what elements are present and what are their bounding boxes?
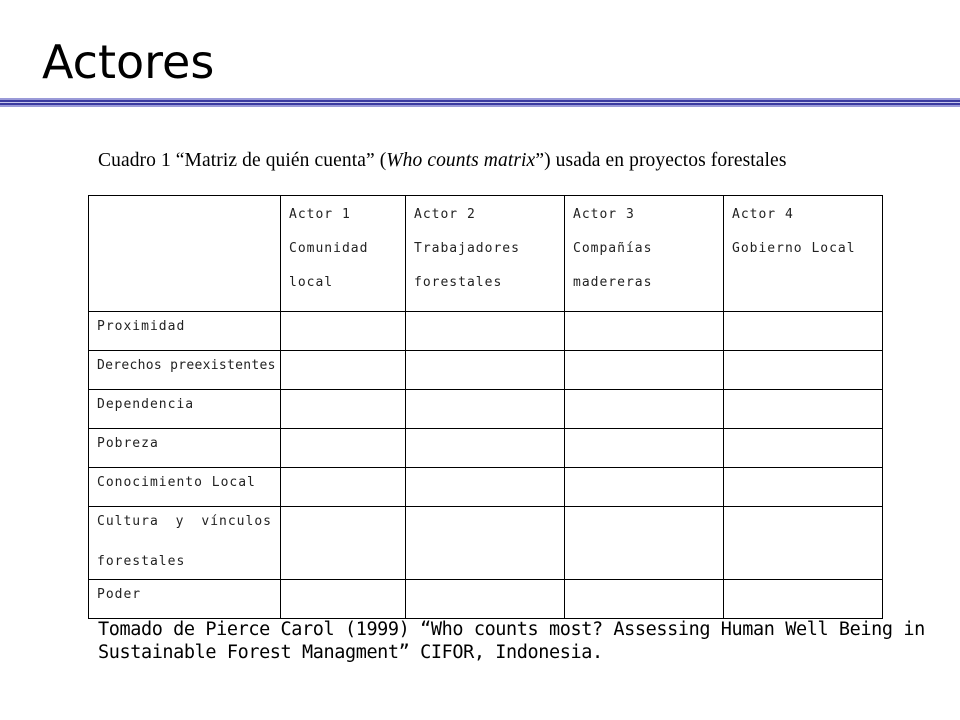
row-label-line2: forestales	[97, 554, 186, 569]
table-caption	[98, 150, 787, 172]
who-counts-matrix	[88, 195, 883, 619]
table-cell	[406, 507, 565, 580]
row-label-line1: Cultura y vínculos	[97, 514, 272, 529]
title-divider	[0, 98, 960, 107]
row-label: Proximidad	[89, 312, 281, 351]
actor-header-3	[565, 196, 724, 312]
actor-id: Actor 4	[732, 207, 794, 222]
table-cell	[281, 429, 406, 468]
table-cell	[406, 580, 565, 619]
table-cell	[565, 429, 724, 468]
caption-prefix: Cuadro 1 “Matriz de quién cuenta” (	[98, 150, 387, 171]
table-cell	[724, 312, 883, 351]
table-row	[89, 468, 883, 507]
table-row	[89, 351, 883, 390]
row-label: Pobreza	[89, 429, 281, 468]
table-cell	[406, 468, 565, 507]
source-line-1: Tomado de Pierce Carol (1999) “Who counts most? Assessing Human Well Being in	[98, 619, 925, 640]
table-cell	[724, 507, 883, 580]
actor-name: Compañías	[573, 241, 653, 256]
table-cell	[724, 351, 883, 390]
corner-cell	[89, 196, 281, 312]
table-cell	[406, 351, 565, 390]
table-cell	[281, 312, 406, 351]
table-row	[89, 390, 883, 429]
table-cell	[565, 390, 724, 429]
actor-header-4	[724, 196, 883, 312]
slide-title: Actores	[42, 35, 215, 89]
actor-name: Trabajadores	[414, 241, 520, 256]
source-line-2: Sustainable Forest Managment” CIFOR, Indonesia.	[98, 642, 603, 663]
table-cell	[565, 507, 724, 580]
table-cell	[281, 507, 406, 580]
table-row	[89, 312, 883, 351]
caption-suffix: ”) usada en proyectos forestales	[535, 150, 787, 171]
table-row	[89, 429, 883, 468]
actor-id: Actor 1	[289, 207, 351, 222]
table-cell	[565, 580, 724, 619]
table-cell	[406, 312, 565, 351]
table-cell	[724, 580, 883, 619]
actor-name: Comunidad	[289, 241, 369, 256]
table-cell	[565, 312, 724, 351]
actor-name-cont: madereras	[573, 275, 653, 290]
table-cell	[724, 468, 883, 507]
actor-id: Actor 2	[414, 207, 476, 222]
source-citation	[98, 618, 925, 664]
table-cell	[565, 351, 724, 390]
table-cell	[406, 390, 565, 429]
table-cell	[565, 468, 724, 507]
actor-header-1	[281, 196, 406, 312]
table-cell	[281, 468, 406, 507]
table-cell	[281, 580, 406, 619]
table-row	[89, 507, 883, 580]
row-label: Dependencia	[89, 390, 281, 429]
table-cell	[281, 351, 406, 390]
row-label: Conocimiento Local	[89, 468, 281, 507]
row-label: Poder	[89, 580, 281, 619]
caption-italic: Who counts matrix	[386, 150, 536, 171]
actor-name: Gobierno Local	[732, 241, 856, 256]
actor-name-cont: local	[289, 275, 334, 290]
table-cell	[724, 390, 883, 429]
table-row	[89, 580, 883, 619]
header-row	[89, 196, 883, 312]
row-label	[89, 507, 281, 580]
actor-name-cont: forestales	[414, 275, 503, 290]
table-cell	[281, 390, 406, 429]
row-label: Derechos preexistentes	[89, 351, 281, 390]
table-cell	[406, 429, 565, 468]
actor-id: Actor 3	[573, 207, 635, 222]
table-cell	[724, 429, 883, 468]
actor-header-2	[406, 196, 565, 312]
